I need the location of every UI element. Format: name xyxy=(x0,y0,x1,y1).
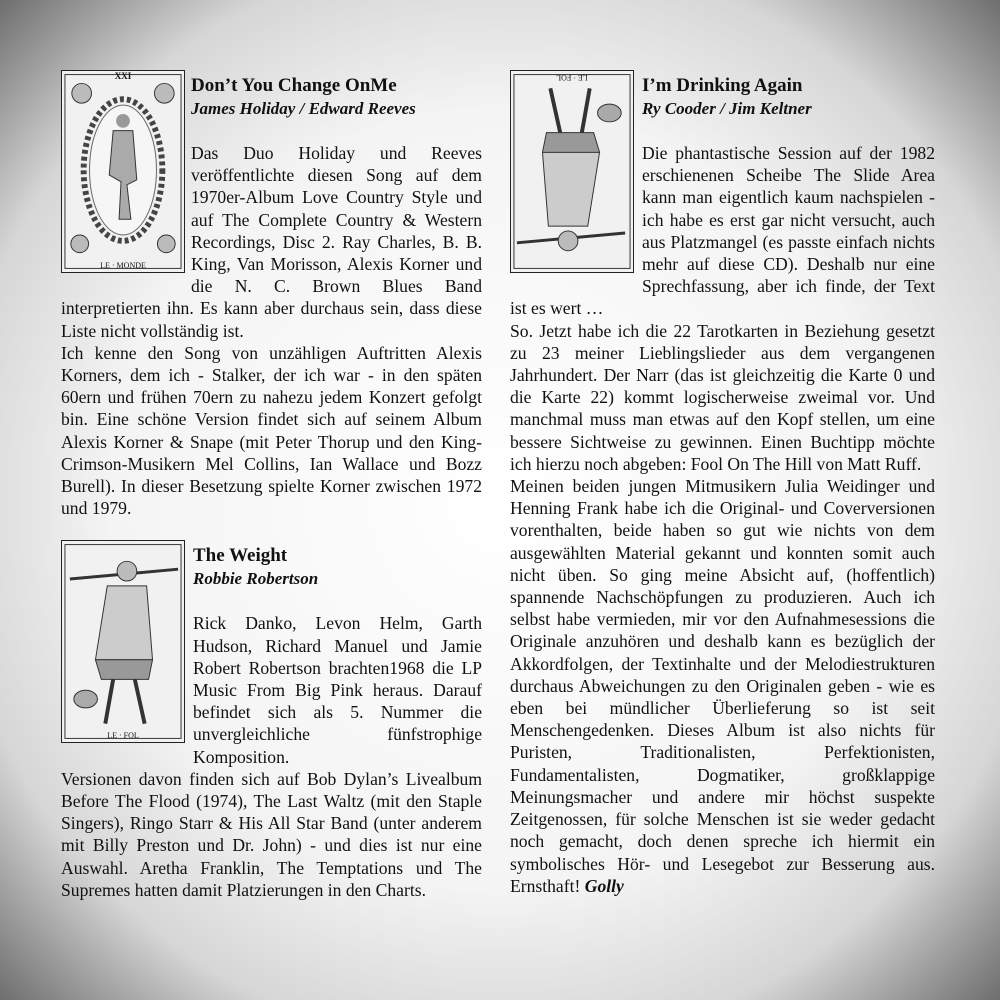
paragraph: Die phantastische Session auf der 1982 erschienenen Scheibe The Slide Area kann man eigentlich kaum nachspielen - ich habe es erst gar nicht versucht, auch aus Platzmangel (es passte einfach nichts mehr auf diese CD). Deshalb nur eine Sprechfassung, aber ich finde, der Text ist es wert … xyxy=(510,143,935,319)
song-authors: Robbie Robertson xyxy=(193,569,319,589)
paragraph xyxy=(510,475,935,897)
paragraph: So. Jetzt habe ich die 22 Tarotkarten in Beziehung gesetzt zu 23 meiner Lieblingslieder aus dem vergangenen Jahrhundert. Der Narr (das ist gleichzeitig die Karte 0 und die Karte 22) kommt logischerweise zweimal vor. Und manchmal muss man etwas auf den Kopf stellen, um eine bessere Sichtweise zu gewinnen. Einen Buchtipp möchte ich hierzu noch abgeben: Fool On The Hill von Matt Ruff. xyxy=(510,320,935,474)
paragraph: Das Duo Holiday und Reeves veröffentlichte diesen Song auf dem 1970er-Album Love Country Style und auf The Complete Country & Western Recordings, Disc 2. Ray Charles, B. B. King, Van Morisson, Alexis Korner und die N. C. Brown Blues Band interpretierten ihn. Es kann aber durchaus sein, dass diese Liste nicht vollständig ist. xyxy=(61,143,482,341)
song-title: Don’t You Change OnMe xyxy=(191,75,397,96)
paragraph: Rick Danko, Levon Helm, Garth Hudson, Richard Manuel und Jamie Robert Robertson brachten1968 die LP Music From Big Pink heraus. Darauf befindet sich als 5. Nummer die unvergleichliche fünfstrophige Komposition. xyxy=(193,613,482,767)
song-authors: James Holiday / Edward Reeves xyxy=(191,99,416,118)
card-caption: LE · MONDE xyxy=(100,261,146,270)
card-caption: LE · FOL xyxy=(556,73,588,82)
song-authors: Ry Cooder / Jim Keltner xyxy=(642,99,812,118)
fool-card-illustration xyxy=(62,541,184,742)
paragraph-text: Meinen beiden jungen Mitmusikern Julia Weidinger und Henning Frank habe ich die Original- und Coverversionen vorenthalten, beide haben so gut wie nichts von dem ausgewählten Material gekannt und konnten somit auch nicht üben. So ging meine Absicht auf, (hoffentlich) spannende Nachschöpfungen zu produzieren. Auch ich selbst habe vermieden, mir vor den Aufnahmesessions die Originale anzuhören und deshalb kann es bezüglich der Akkordfolgen, der Textinhalte und der Melodiestrukturen durchaus Abweichungen zu den Originalen geben - wie es eben bei mündlicher Überlieferung so ist seit Menschengedenken. Dieses Album ist also nichts für Puristen, Traditionalisten, Perfektionisten, Fundamentalisten, Dogmatiker, großklappige Meinungsmacher und andere mir höchst suspekte Zeitgenossen, für solche Menschen ist sie weder gedacht noch gemacht, doch denen spreche ich hiermit ein symbolisches Hör- und Lesegebot zur Besserung aus. Ernsthaft! xyxy=(510,476,935,896)
card-caption: LE · FOL xyxy=(107,731,139,741)
left-column xyxy=(61,70,482,901)
paragraph: Versionen davon finden sich auf Bob Dylan’s Livealbum Before The Flood (1974), The Last Waltz (mit den Staple Singers), Ringo Starr & His All Star Band (unter anderem mit Billy Preston und Dr. John) - und dies ist nur eine Auswahl. Aretha Franklin, The Temptations und The Supremes hatten damit Platzierungen in den Charts. xyxy=(61,768,482,900)
song-title: I’m Drinking Again xyxy=(642,75,803,96)
tarot-card-le-monde xyxy=(61,70,185,273)
tarot-card-le-fol xyxy=(61,540,185,743)
card-number: XXI xyxy=(114,71,132,81)
song-title: The Weight xyxy=(193,545,288,567)
paragraph: Ich kenne den Song von unzähligen Auftritten Alexis Korners, dem ich - Stalker, der ich war - in den späten 60ern und frühen 70ern zu nahezu jedem Konzert gefolgt bin. Eine schöne Version findet sich auf seinem Album Alexis Korner & Snape (mit Peter Thorup und den King-Crimson-Musikern Mel Collins, Ian Wallace und Bozz Burell). In dieser Besetzung spielte Korner zwischen 1972 und 1979. xyxy=(61,342,482,519)
world-card-illustration xyxy=(62,71,184,272)
signature: Golly xyxy=(584,875,624,896)
fool-card-inverted-illustration xyxy=(511,71,633,272)
tarot-card-le-fol-inverted xyxy=(510,70,634,273)
right-column xyxy=(510,70,935,897)
